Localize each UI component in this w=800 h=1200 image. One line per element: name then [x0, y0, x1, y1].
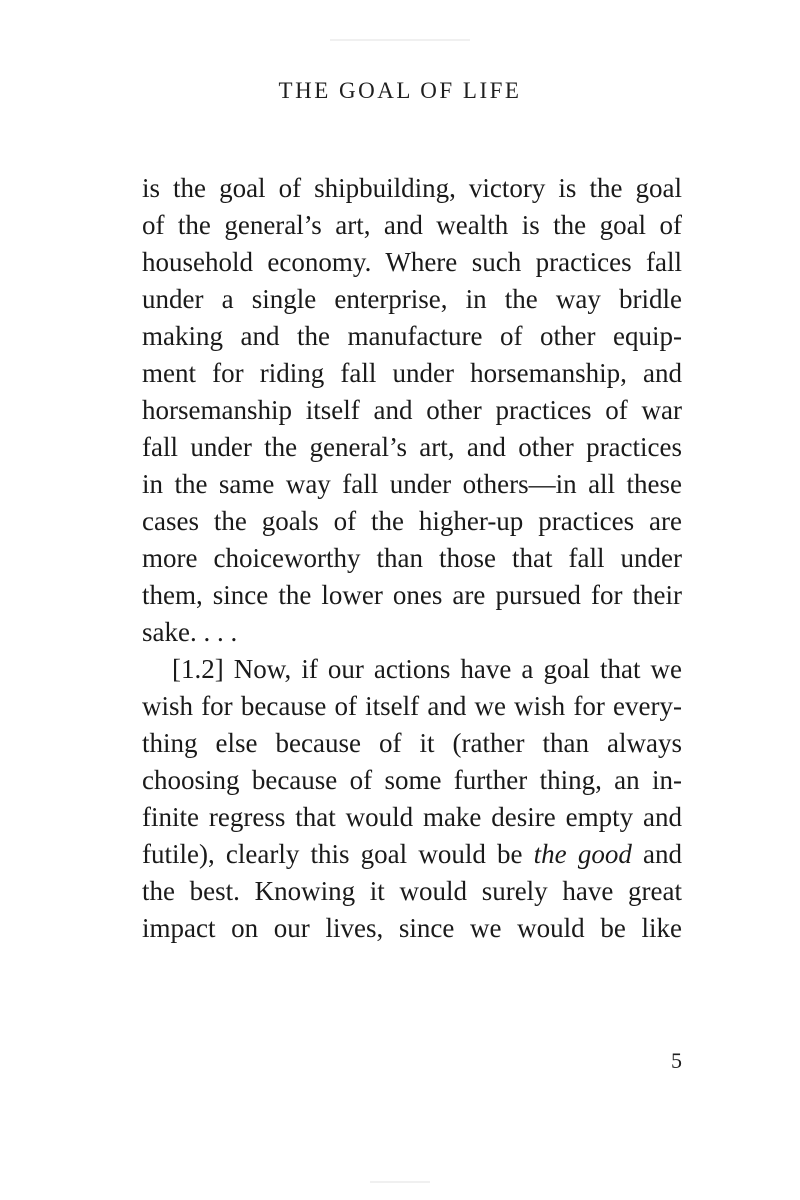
- text-line: [1.2] Now, if our actions have a goal that we: [172, 654, 682, 684]
- text-line: horsemanship itself and other practices of war: [142, 395, 682, 425]
- text-run: and: [631, 839, 682, 869]
- text-line: impact on our lives, since we would be like: [142, 913, 682, 943]
- text-line: them, since the lower ones are pursued for their: [142, 580, 682, 610]
- text-line: making and the manufacture of other equip-: [142, 321, 682, 351]
- text-line: the best. Knowing it would surely have great: [142, 876, 682, 906]
- bottom-edge-mark: [0, 1168, 800, 1172]
- text-run: futile), clearly this goal would be: [142, 839, 534, 869]
- text-line: of the general’s art, and wealth is the goal of: [142, 210, 682, 240]
- text-line: cases the goals of the higher-up practices are: [142, 506, 682, 536]
- text-line: wish for because of itself and we wish for every-: [142, 691, 682, 721]
- running-head: THE GOAL OF LIFE: [278, 78, 522, 103]
- text-line: in the same way fall under others—in all these: [142, 469, 682, 499]
- text-line: thing else because of it (rather than always: [142, 728, 682, 758]
- page-number: 5: [671, 1048, 682, 1073]
- body-text: [142, 170, 682, 947]
- text-line: fall under the general’s art, and other practices: [142, 432, 682, 462]
- text-line: ment for riding fall under horsemanship, and: [142, 358, 682, 388]
- top-edge-mark: [0, 26, 800, 30]
- text-line: choosing because of some further thing, an in-: [142, 765, 682, 795]
- text-line: household economy. Where such practices fall: [142, 247, 682, 277]
- italic-emphasis: the good: [533, 839, 632, 869]
- text-line-emphasis: [142, 836, 682, 873]
- text-line: finite regress that would make desire empty and: [142, 802, 682, 832]
- text-line: is the goal of shipbuilding, victory is the goal: [142, 173, 682, 203]
- text-line: more choiceworthy than those that fall under: [142, 543, 682, 573]
- text-line: sake. . . .: [142, 617, 238, 647]
- text-line: under a single enterprise, in the way bridle: [142, 284, 682, 314]
